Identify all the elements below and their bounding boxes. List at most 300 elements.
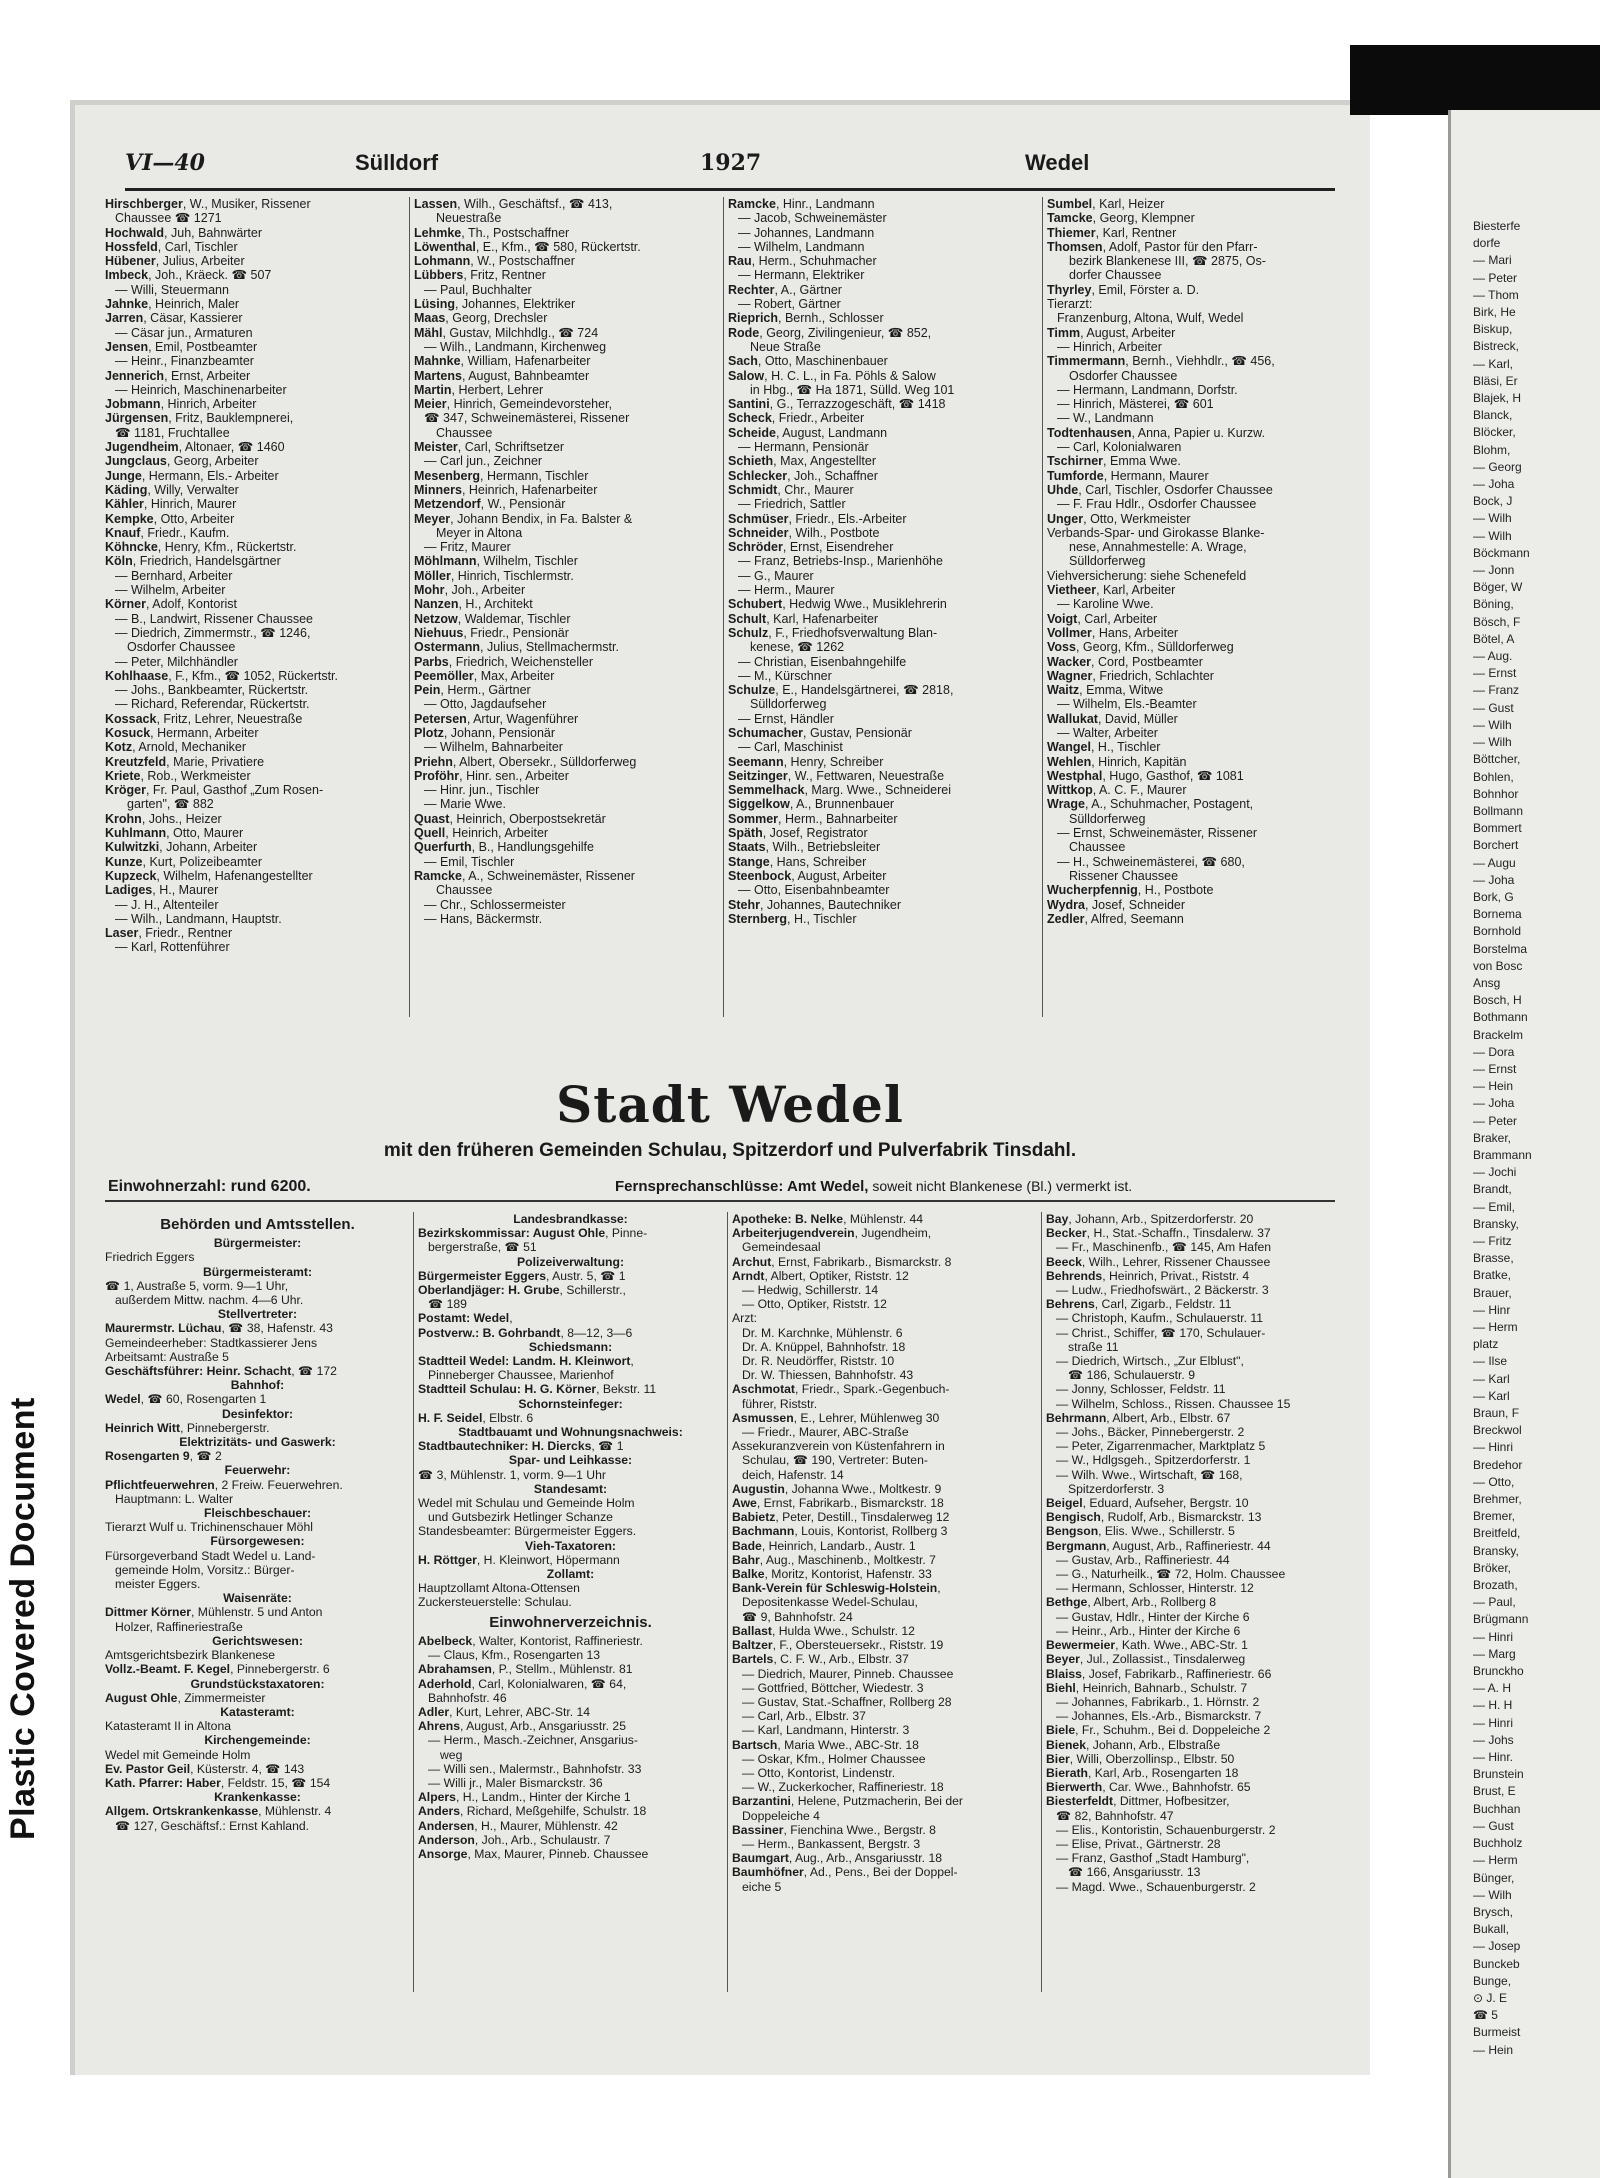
directory-entry: Hauptmann: L. Walter [115, 1491, 234, 1506]
directory-entry: Sülldorferweg [1069, 554, 1146, 569]
directory-entry: Stadtbauamt und Wohnungsnachweis: [458, 1425, 683, 1440]
directory-entry: Augustin, Johanna Wwe., Moltkestr. 9 [732, 1481, 942, 1496]
directory-entry: Rieprich, Bernh., Schlosser [728, 311, 884, 326]
directory-entry: — Diedrich, Zimmermstr., ☎ 1246, [115, 625, 311, 640]
directory-entry: Wedel, ☎ 60, Rosengarten 1 [105, 1392, 267, 1407]
adjacent-page-line: Bunge, [1473, 1973, 1512, 1988]
directory-entry: nese, Annahmestelle: A. Wrage, [1069, 540, 1247, 555]
directory-entry: — F. Frau Hdlr., Osdorfer Chaussee [1057, 497, 1257, 512]
directory-entry: Uhde, Carl, Tischler, Osdorfer Chaussee [1047, 482, 1273, 497]
directory-entry: Schulz, F., Friedhofsverwaltung Blan- [728, 625, 938, 640]
directory-entry: Franzenburg, Altona, Wulf, Wedel [1057, 311, 1244, 326]
directory-entry: bergerstraße, ☎ 51 [428, 1240, 537, 1255]
directory-entry: ☎ 1, Austraße 5, vorm. 9—1 Uhr, [105, 1278, 289, 1293]
directory-entry: — Wilhelm, Arbeiter [115, 583, 226, 598]
directory-entry: Scheide, August, Landmann [728, 425, 888, 440]
directory-entry: — Jacob, Schweinemäster [738, 211, 887, 226]
adjacent-page-line: — Hinri [1473, 1629, 1514, 1644]
adjacent-page-line: — Otto, [1473, 1474, 1515, 1489]
directory-entry: gemeinde Holm, Vorsitz.: Bürger- [115, 1562, 295, 1577]
directory-entry: — Hermann, Elektriker [738, 268, 865, 283]
directory-entry: Dr. A. Knüppel, Bahnhofstr. 18 [742, 1339, 906, 1354]
directory-entry: H. Röttger, H. Kleinwort, Höpermann [418, 1552, 620, 1567]
directory-entry: Behörden und Amtsstellen. [160, 1218, 355, 1233]
directory-entry: Meister, Carl, Schriftsetzer [414, 440, 565, 455]
adjacent-page-line: Bosch, H [1473, 993, 1522, 1008]
adjacent-page-line: Brunckho [1473, 1664, 1524, 1679]
directory-entry: Spar- und Leihkasse: [508, 1453, 633, 1468]
directory-entry: Vollz.-Beamt. F. Kegel, Pinnebergerstr. 6 [105, 1662, 330, 1677]
directory-entry: — Elis., Kontoristin, Schauenburgerstr. 2 [1056, 1822, 1276, 1837]
header-right-place: Wedel [1025, 150, 1090, 175]
directory-entry: Maurermstr. Lüchau, ☎ 38, Hafenstr. 43 [105, 1321, 333, 1336]
directory-entry: Voss, Georg, Kfm., Sülldorferweg [1047, 640, 1234, 655]
directory-entry: Stehr, Johannes, Bautechniker [728, 897, 902, 912]
phone-note-label: Fernsprechanschlüsse: Amt Wedel, [615, 1178, 869, 1195]
directory-entry: Abrahamsen, P., Stellm., Mühlenstr. 81 [418, 1662, 633, 1677]
directory-entry: Laser, Friedr., Rentner [105, 926, 233, 941]
directory-entry: — Heinrich, Maschinenarbeiter [115, 382, 287, 397]
directory-entry: Kossack, Fritz, Lehrer, Neuestraße [105, 711, 303, 726]
adjacent-page-line: — Emil, [1473, 1199, 1515, 1214]
side-label: Plastic Covered Document [4, 1397, 42, 1840]
directory-entry: Pflichtfeuerwehren, 2 Freiw. Feuerwehren. [105, 1477, 343, 1492]
directory-entry: — Claus, Kfm., Rosengarten 13 [428, 1648, 601, 1663]
directory-entry: Plotz, Johann, Pensionär [414, 725, 556, 740]
directory-entry: Maas, Georg, Drechsler [414, 311, 548, 326]
directory-entry: Behrends, Heinrich, Privat., Riststr. 4 [1046, 1268, 1250, 1283]
directory-entry: Köhncke, Henry, Kfm., Rückertstr. [105, 540, 297, 555]
directory-entry: — Willi sen., Malermstr., Bahnhofstr. 33 [428, 1761, 642, 1776]
directory-entry: Waitz, Emma, Witwe [1047, 683, 1164, 698]
directory-entry: Kunze, Kurt, Polizeibeamter [105, 854, 262, 869]
directory-entry: Wrage, A., Schuhmacher, Postagent, [1047, 797, 1254, 812]
authorities-column-2 [418, 1212, 723, 1992]
adjacent-page-line: Braun, F [1473, 1406, 1520, 1421]
adjacent-page-line: Bötel, A [1473, 631, 1515, 646]
directory-entry: Voigt, Carl, Arbeiter [1047, 611, 1158, 626]
directory-entry: — Paul, Buchhalter [424, 282, 532, 297]
directory-entry: Gerichtswesen: [212, 1633, 303, 1648]
adjacent-page-line: Brunstein [1473, 1767, 1524, 1782]
directory-entry: Sülldorferweg [750, 697, 827, 712]
directory-entry: Sumbel, Karl, Heizer [1047, 197, 1165, 211]
directory-entry: Elektrizitäts- und Gaswerk: [179, 1435, 336, 1450]
adjacent-page-line: — Ernst [1473, 666, 1517, 681]
directory-entry: Bade, Heinrich, Landarb., Austr. 1 [732, 1538, 916, 1553]
directory-entry: Querfurth, B., Handlungsgehilfe [414, 840, 594, 855]
directory-entry: — Karl, Rottenführer [115, 940, 230, 955]
directory-entry: Timmermann, Bernh., Viehhdlr., ☎ 456, [1047, 354, 1275, 369]
directory-entry: Käding, Willy, Verwalter [105, 482, 239, 497]
directory-entry: — Jonny, Schlosser, Feldstr. 11 [1056, 1382, 1226, 1397]
directory-entry: und Gutsbezirk Hetlinger Schanze [428, 1510, 613, 1525]
directory-entry: Wagner, Friedrich, Schlachter [1047, 668, 1214, 683]
directory-entry: Rissener Chaussee [1069, 868, 1179, 883]
adjacent-page-line: — Ernst [1473, 1061, 1517, 1076]
directory-entry: — Johannes, Landmann [738, 225, 875, 240]
directory-entry: Becker, H., Stat.-Schaffn., Tinsdalerw. 37 [1046, 1226, 1271, 1241]
column-rule [723, 197, 724, 1017]
adjacent-page-line: Bünger, [1473, 1870, 1515, 1885]
directory-entry: Jobmann, Hinrich, Arbeiter [105, 397, 257, 412]
directory-entry: Jürgensen, Fritz, Bauklempnerei, [105, 411, 294, 426]
directory-entry: Landesbrandkasse: [513, 1212, 628, 1226]
adjacent-page-line: — Aug. [1473, 649, 1513, 664]
directory-entry: Zedler, Alfred, Seemann [1047, 911, 1184, 926]
directory-entry: Zollamt: [546, 1567, 595, 1582]
directory-entry: ☎ 186, Schulauerstr. 9 [1068, 1368, 1195, 1383]
adjacent-page-line: — Joha [1473, 477, 1515, 492]
section-rule [105, 1200, 1335, 1202]
directory-entry: Stadtteil Wedel: Landm. H. Kleinwort, [418, 1354, 634, 1369]
directory-entry: Einwohnerverzeichnis. [489, 1615, 652, 1630]
directory-entry: — Hans, Bäckermstr. [424, 911, 543, 926]
directory-entry: ☎ 82, Bahnhofstr. 47 [1056, 1808, 1174, 1823]
directory-entry: — Gottfried, Böttcher, Wiedestr. 3 [742, 1680, 924, 1695]
directory-entry: Schröder, Ernst, Eisendreher [728, 540, 894, 555]
adjacent-page-line: Borstelma [1473, 941, 1528, 956]
adjacent-page-line: Braker, [1473, 1130, 1512, 1145]
directory-entry: Neue Straße [750, 339, 821, 354]
adjacent-page-line: — Joha [1473, 872, 1515, 887]
directory-entry: Niehuus, Friedr., Pensionär [414, 625, 569, 640]
adjacent-page-line: Blohm, [1473, 442, 1511, 457]
directory-entry: Fürsorgewesen: [210, 1534, 305, 1549]
adjacent-page-line: — Karl, [1473, 356, 1514, 371]
directory-entry: Thyrley, Emil, Förster a. D. [1047, 282, 1200, 297]
directory-entry: Behrmann, Albert, Arb., Elbstr. 67 [1046, 1410, 1231, 1425]
adjacent-page-line: von Bosc [1473, 958, 1523, 973]
directory-entry: — Gustav, Hdlr., Hinter der Kirche 6 [1056, 1609, 1250, 1624]
adjacent-page-line: — Joha [1473, 1096, 1515, 1111]
adjacent-page-line: Bohnhor [1473, 786, 1519, 801]
directory-entry: — Herm., Maurer [738, 583, 835, 598]
adjacent-page-line: — Paul, [1473, 1595, 1516, 1610]
directory-entry: — Wilh. Wwe., Wirtschaft, ☎ 168, [1056, 1467, 1243, 1482]
directory-entry: Amtsgerichtsbezirk Blankenese [105, 1648, 276, 1663]
directory-entry: Allgem. Ortskrankenkasse, Mühlenstr. 4 [105, 1804, 332, 1819]
directory-entry: — Gustav, Stat.-Schaffner, Rollberg 28 [742, 1694, 952, 1709]
directory-entry: Wittkop, A. C. F., Maurer [1047, 783, 1187, 798]
directory-entry: Kulwitzki, Johann, Arbeiter [105, 840, 258, 855]
directory-entry: Apotheke: B. Nelke, Mühlenstr. 44 [732, 1212, 924, 1226]
directory-entry: — Hinr. jun., Tischler [424, 783, 540, 798]
directory-entry: Ostermann, Julius, Stellmachermstr. [414, 640, 619, 655]
directory-entry: eiche 5 [742, 1879, 782, 1894]
directory-entry: Imbeck, Joh., Kräeck. ☎ 507 [105, 268, 272, 283]
adjacent-page-line: Buchholz [1473, 1836, 1523, 1851]
directory-entry: — Peter, Zigarrenmacher, Marktplatz 5 [1056, 1439, 1266, 1454]
directory-entry: Tschirner, Emma Wwe. [1047, 454, 1181, 469]
adjacent-page-line: Bistreck, [1473, 339, 1520, 354]
adjacent-page-line: — Herm [1473, 1853, 1518, 1868]
adjacent-page-line: Ansg [1473, 975, 1501, 990]
directory-entry: — Oskar, Kfm., Holmer Chaussee [742, 1751, 926, 1766]
directory-entry: Rosengarten 9, ☎ 2 [105, 1449, 222, 1464]
directory-entry: ☎ 189 [428, 1297, 467, 1312]
adjacent-page-line: Brehmer, [1473, 1492, 1522, 1507]
directory-entry: — Fr., Maschinenfb., ☎ 145, Am Hafen [1056, 1240, 1272, 1255]
directory-entry: Kupzeck, Wilhelm, Hafenangestellter [105, 868, 313, 883]
directory-entry: Bay, Johann, Arb., Spitzerdorferstr. 20 [1046, 1212, 1254, 1226]
adjacent-page-line: Biskup, [1473, 322, 1513, 337]
directory-entry: Rechter, A., Gärtner [728, 282, 842, 297]
directory-entry: Standesamt: [533, 1481, 608, 1496]
directory-entry: — Heinr., Finanzbeamter [115, 354, 254, 369]
directory-entry: Schumacher, Gustav, Pensionär [728, 725, 912, 740]
directory-entry: meister Eggers. [115, 1577, 201, 1592]
adjacent-page-line: Böning, [1473, 597, 1514, 612]
directory-entry: Dr. W. Thiessen, Bahnhofstr. 43 [742, 1368, 914, 1383]
directory-entry: Dr. M. Karchnke, Mühlenstr. 6 [742, 1325, 903, 1340]
adjacent-page-line: Brackelm [1473, 1027, 1524, 1042]
directory-entry: Heinrich Witt, Pinnebergerstr. [105, 1420, 270, 1435]
directory-entry: Schlecker, Joh., Schaffner [728, 468, 878, 483]
adjacent-page-line: — Herm [1473, 1320, 1518, 1334]
directory-entry: Sach, Otto, Maschinenbauer [728, 354, 888, 369]
directory-entry: Mahnke, William, Hafenarbeiter [414, 354, 591, 369]
column-rule [727, 1212, 728, 1992]
adjacent-page-line: Brysch, [1473, 1904, 1514, 1919]
directory-entry: Thomsen, Adolf, Pastor für den Pfarr- [1047, 239, 1258, 254]
directory-entry: Petersen, Artur, Wagenführer [414, 711, 579, 726]
directory-entry: Aderhold, Carl, Kolonialwaren, ☎ 64, [418, 1676, 627, 1691]
adjacent-page-line: — Thom [1473, 287, 1519, 302]
directory-entry: ☎ 347, Schweinemästerei, Rissener [424, 411, 630, 426]
directory-entry: — Wilh., Landmann, Kirchenweg [424, 339, 607, 354]
directory-entry: — Otto, Optiker, Riststr. 12 [742, 1297, 887, 1312]
directory-entry: führer, Riststr. [742, 1396, 818, 1411]
directory-entry: Biele, Fr., Schuhm., Bei d. Doppeleiche 2 [1046, 1723, 1271, 1738]
directory-entry: Jensen, Emil, Postbeamter [105, 339, 258, 354]
adjacent-page-line: Brammann [1473, 1147, 1532, 1162]
directory-entry: Blaiss, Josef, Fabrikarb., Raffineriestr. 66 [1046, 1666, 1272, 1681]
directory-entry: Awe, Ernst, Fabrikarb., Bismarckstr. 18 [732, 1496, 944, 1511]
directory-entry: Mähl, Gustav, Milchhdlg., ☎ 724 [414, 325, 599, 340]
directory-entry: Ramcke, Hinr., Landmann [728, 197, 875, 211]
adjacent-page-line: Borchert [1473, 838, 1519, 853]
directory-entry: Baltzer, F., Obersteuersekr., Riststr. 19 [732, 1638, 944, 1653]
column-rule [413, 1212, 414, 1992]
adjacent-page-line: Bläsi, Er [1473, 373, 1518, 388]
adjacent-page-line: — Johs [1473, 1732, 1514, 1747]
adjacent-page-line: Biesterfe [1473, 219, 1521, 233]
directory-entry: Bengson, Elis. Wwe., Schillerstr. 5 [1046, 1524, 1235, 1539]
directory-entry: Steenbock, August, Arbeiter [728, 868, 887, 883]
directory-entry: Hochwald, Juh, Bahnwärter [105, 225, 263, 240]
directory-entry: Bachmann, Louis, Kontorist, Rollberg 3 [732, 1524, 948, 1539]
directory-entry: Kuhlmann, Otto, Maurer [105, 826, 244, 841]
directory-entry: Bengisch, Rudolf, Arb., Bismarckstr. 13 [1046, 1510, 1262, 1525]
directory-entry: Sommer, Herm., Bahnarbeiter [728, 811, 898, 826]
directory-entry: Ev. Pastor Geil, Küsterstr. 4, ☎ 143 [105, 1761, 305, 1776]
directory-entry: Staats, Wilh., Betriebsleiter [728, 840, 881, 855]
adjacent-page-line: ⊙ J. E [1473, 1990, 1508, 2005]
directory-entry: Gemeindesaal [742, 1240, 821, 1255]
directory-column-3 [728, 197, 1038, 1017]
adjacent-page-line: — Gust [1473, 700, 1514, 715]
adjacent-page-line: — Wilh [1473, 717, 1512, 732]
directory-entry: Stange, Hans, Schreiber [728, 854, 867, 869]
adjacent-page-line: — Mari [1473, 253, 1512, 268]
adjacent-page-line: platz [1473, 1337, 1499, 1352]
adjacent-page-line: Blöcker, [1473, 425, 1516, 440]
adjacent-page-line: Bohlen, [1473, 769, 1514, 784]
directory-entry: — W., Landmann [1057, 411, 1154, 426]
directory-entry: Knauf, Friedr., Kaufm. [105, 525, 230, 540]
directory-entry: Gemeindeerheber: Stadtkassierer Jens [105, 1335, 318, 1350]
directory-entry: Tamcke, Georg, Klempner [1047, 211, 1195, 226]
directory-entry: Feuerwehr: [224, 1463, 291, 1478]
adjacent-page-line: — Hinr. [1473, 1750, 1514, 1765]
header-year: 1927 [700, 150, 762, 176]
directory-entry: Aschmotat, Friedr., Spark.-Gegenbuch- [732, 1382, 950, 1397]
adjacent-page-line: Burmeist [1473, 2025, 1521, 2040]
directory-entry: Todtenhausen, Anna, Papier u. Kurzw. [1047, 425, 1265, 440]
directory-entry: Biesterfeldt, Dittmer, Hofbesitzer, [1046, 1794, 1230, 1809]
directory-entry: — Willi jr., Maler Bismarckstr. 36 [428, 1775, 603, 1790]
adjacent-page-line: — Gust [1473, 1818, 1514, 1833]
directory-entry: Martin, Herbert, Lehrer [414, 382, 544, 397]
directory-entry: Beeck, Wilh., Lehrer, Rissener Chaussee [1046, 1254, 1271, 1269]
directory-entry: ☎ 1181, Fruchtallee [115, 425, 230, 440]
directory-entry: Schulau, ☎ 190, Vertreter: Buten- [742, 1453, 928, 1468]
directory-entry: Doppeleiche 4 [742, 1808, 820, 1823]
adjacent-page-line: Brauer, [1473, 1285, 1512, 1300]
section-title: Stadt Wedel [556, 1075, 904, 1134]
directory-entry: Wehlen, Hinrich, Kapitän [1047, 754, 1187, 769]
directory-entry: garten", ☎ 882 [127, 797, 214, 812]
directory-entry: Meyer, Johann Bendix, in Fa. Balster & [414, 511, 633, 526]
directory-entry: H. F. Seidel, Elbstr. 6 [418, 1410, 534, 1425]
directory-entry: — Walter, Arbeiter [1057, 725, 1158, 740]
page-number: VI—40 [125, 150, 205, 176]
directory-entry: — Diedrich, Maurer, Pinneb. Chaussee [742, 1666, 954, 1681]
adjacent-page-line: Breckwol [1473, 1423, 1522, 1438]
directory-entry: Wedel mit Gemeinde Holm [105, 1747, 251, 1762]
directory-entry: Thiemer, Karl, Rentner [1047, 225, 1177, 240]
directory-entry: Friedrich Eggers [105, 1250, 195, 1265]
directory-entry: — Ernst, Schweinemäster, Rissener [1057, 826, 1258, 841]
section-subtitle: mit den früheren Gemeinden Schulau, Spitzerdorf und Pulverfabrik Tinsdahl. [383, 1140, 1077, 1161]
directory-entry: — Johannes, Fabrikarb., 1. Hörnstr. 2 [1056, 1694, 1260, 1709]
directory-entry: — Hermann, Pensionär [738, 440, 869, 455]
directory-entry: Sternberg, H., Tischler [728, 911, 857, 926]
directory-entry: — Chr., Schlossermeister [424, 897, 566, 912]
directory-entry: Kreutzfeld, Marie, Privatiere [105, 754, 265, 769]
directory-entry: Metzendorf, W., Pensionär [414, 497, 566, 512]
adjacent-page-line: Breitfeld, [1473, 1526, 1521, 1541]
adjacent-page-line: — Jochi [1473, 1165, 1517, 1180]
adjacent-page-line: — Wilh [1473, 528, 1512, 543]
directory-entry: Adler, Kurt, Lehrer, ABC-Str. 14 [418, 1704, 591, 1719]
directory-entry: — G., Maurer [738, 568, 814, 583]
directory-entry: Minners, Heinrich, Hafenarbeiter [414, 482, 598, 497]
directory-entry: Arndt, Albert, Optiker, Riststr. 12 [732, 1268, 909, 1283]
directory-entry: Mohr, Joh., Arbeiter [414, 583, 526, 598]
directory-entry: Körner, Adolf, Kontorist [105, 597, 238, 612]
directory-entry: Fleischbeschauer: [203, 1506, 312, 1521]
directory-entry: straße 11 [1068, 1339, 1119, 1354]
directory-entry: Behrens, Carl, Zigarb., Feldstr. 11 [1046, 1297, 1232, 1312]
directory-entry: — Elise, Privat., Gärtnerstr. 28 [1056, 1836, 1221, 1851]
directory-entry: Vietheer, Karl, Arbeiter [1047, 583, 1176, 598]
directory-entry: Tierarzt Wulf u. Trichinenschauer Möhl [105, 1520, 313, 1535]
directory-entry: außerdem Mittw. nachm. 4—6 Uhr. [115, 1293, 304, 1308]
directory-entry: — Hinrich, Arbeiter [1057, 339, 1162, 354]
directory-entry: Bier, Willi, Oberzollinsp., Elbstr. 50 [1046, 1751, 1235, 1766]
directory-entry: Jungclaus, Georg, Arbeiter [105, 454, 259, 469]
directory-entry: Ahrens, August, Arb., Ansgariusstr. 25 [418, 1719, 626, 1734]
directory-entry: — Franz, Betriebs-Insp., Marienhöhe [738, 554, 943, 569]
directory-entry: Meier, Hinrich, Gemeindevorsteher, [414, 397, 613, 412]
adjacent-page-line: Bransky, [1473, 1543, 1519, 1558]
directory-entry: Katasteramt: [220, 1704, 295, 1719]
directory-entry: Meyer in Altona [436, 525, 523, 540]
adjacent-page-line: — Augu [1473, 855, 1516, 870]
directory-entry: — Wilhelm, Schloss., Rissen. Chaussee 15 [1056, 1396, 1291, 1411]
directory-entry: — Hermann, Landmann, Dorfstr. [1057, 382, 1238, 397]
page-header [125, 148, 1335, 191]
directory-entry: — Hedwig, Schillerstr. 14 [742, 1283, 879, 1298]
directory-entry: Schneider, Wilh., Postbote [728, 525, 880, 540]
directory-entry: Kröger, Fr. Paul, Gasthof „Zum Rosen- [105, 783, 324, 798]
adjacent-page-line: Bollmann [1473, 803, 1524, 818]
adjacent-page-line: Bremer, [1473, 1509, 1516, 1524]
directory-entry: Vieh-Taxatoren: [525, 1538, 616, 1553]
directory-entry: Kriete, Rob., Werkmeister [105, 768, 251, 783]
directory-entry: Chaussee ☎ 1271 [115, 211, 222, 226]
directory-entry: Wedel mit Schulau und Gemeinde Holm [418, 1496, 635, 1511]
directory-entry: ☎ 127, Geschäftsf.: Ernst Kahland. [115, 1818, 310, 1833]
directory-entry: Jugendheim, Altonaer, ☎ 1460 [105, 440, 285, 455]
directory-entry: Schmidt, Chr., Maurer [728, 482, 854, 497]
directory-entry: Westphal, Hugo, Gasthof, ☎ 1081 [1047, 768, 1244, 783]
directory-entry: — Cäsar jun., Armaturen [115, 325, 253, 340]
adjacent-page-line: — Peter [1473, 1113, 1518, 1128]
directory-entry: Ballast, Hulda Wwe., Schulstr. 12 [732, 1623, 915, 1638]
adjacent-page-line: — Hinri [1473, 1440, 1514, 1455]
directory-entry: Salow, H. C. L., in Fa. Pöhls & Salow [728, 368, 936, 383]
directory-entry: Bürgermeisteramt: [202, 1264, 313, 1279]
directory-entry: Schieth, Max, Angestellter [728, 454, 876, 469]
directory-entry: Martens, August, Bahnbeamter [414, 368, 590, 383]
directory-entry: — B., Landwirt, Rissener Chaussee [115, 611, 314, 626]
directory-entry: — Otto, Eisenbahnbeamter [738, 883, 890, 898]
directory-entry: Kosuck, Hermann, Arbeiter [105, 725, 259, 740]
directory-entry: Stellvertreter: [217, 1307, 298, 1322]
directory-entry: Ladiges, H., Maurer [105, 883, 219, 898]
directory-entry: Anders, Richard, Meßgehilfe, Schulstr. 18 [418, 1804, 647, 1819]
directory-entry: Quast, Heinrich, Oberpostsekretär [414, 811, 606, 826]
adjacent-page-line: — H. H [1473, 1698, 1513, 1713]
directory-entry: Geschäftsführer: Heinr. Schacht, ☎ 172 [105, 1364, 337, 1379]
directory-entry: Bank-Verein für Schleswig-Holstein, [732, 1581, 941, 1596]
directory-entry: Asmussen, E., Lehrer, Mühlenweg 30 [732, 1410, 940, 1425]
directory-entry: in Hbg., ☎ Ha 1871, Sülld. Weg 101 [750, 382, 955, 397]
directory-entry: — Wilh., Landmann, Hauptstr. [115, 911, 282, 926]
directory-entry: deich, Hafenstr. 14 [742, 1467, 844, 1482]
directory-entry: — G., Naturheilk., ☎ 72, Holm. Chaussee [1056, 1567, 1286, 1582]
directory-entry: Osdorfer Chaussee [127, 640, 236, 655]
directory-entry: — Wilhelm, Els.-Beamter [1057, 697, 1197, 712]
directory-entry: — Robert, Gärtner [738, 297, 841, 312]
adjacent-page-line: — Jonn [1473, 563, 1515, 578]
adjacent-page-line: Blanck, [1473, 408, 1513, 423]
adjacent-page-line: Brozath, [1473, 1578, 1518, 1593]
directory-entry: Baumhöfner, Ad., Pens., Bei der Doppel- [732, 1865, 958, 1880]
